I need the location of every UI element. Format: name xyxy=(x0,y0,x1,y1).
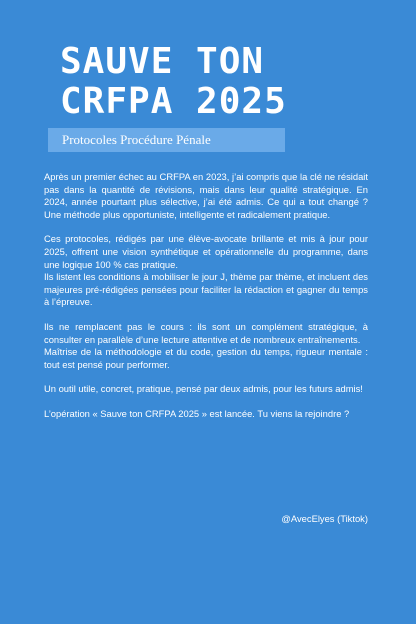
paragraph-mastery: Maîtrise de la méthodologie et du code, gestion du temps, rigueur mentale : tout est pensé pour performer. xyxy=(44,346,368,370)
book-title xyxy=(60,42,287,122)
paragraph-tool: Un outil utile, concret, pratique, pensé par deux admis, pour les futurs admis! xyxy=(44,383,363,395)
paragraph-intro: Après un premier échec au CRFPA en 2023, j’ai compris que la clé ne résidait pas dans la quantité de révisions, mais dans leur qualité stratégique. En 2024, année pourtant plus sélective, j’ai été admis. Ce qui a tout changé ? Une méthode plus opportuniste, intelligente et radicalement pratique. xyxy=(44,171,368,220)
title-line-1: SAUVE TON xyxy=(60,41,265,82)
paragraph-conditions: Ils listent les conditions à mobiliser le jour J, thème par thème, et incluent des majeures pré-rédigées pensées pour faciliter la rédaction et gagner du temps à l’épreuve. xyxy=(44,271,368,308)
paragraph-protocols: Ces protocoles, rédigés par une élève-avocate brillante et mis à jour pour 2025, offrent une vision synthétique et opérationnelle du programme, dans une logique 100 % cas pratique. xyxy=(44,233,368,270)
author-credit: @AvecElyes (Tiktok) xyxy=(281,513,368,524)
title-line-2: CRFPA 2025 xyxy=(60,81,287,122)
back-cover-text xyxy=(44,171,368,433)
subtitle: Protocoles Procédure Pénale xyxy=(62,132,211,147)
paragraph-complement: Ils ne remplacent pas le cours : ils sont un complément stratégique, à consulter en parallèle d’une lecture attentive et de nombreux entraînements. xyxy=(44,320,368,345)
paragraph-operation: L’opération « Sauve ton CRFPA 2025 » est lancée. Tu viens la rejoindre ? xyxy=(44,407,350,419)
